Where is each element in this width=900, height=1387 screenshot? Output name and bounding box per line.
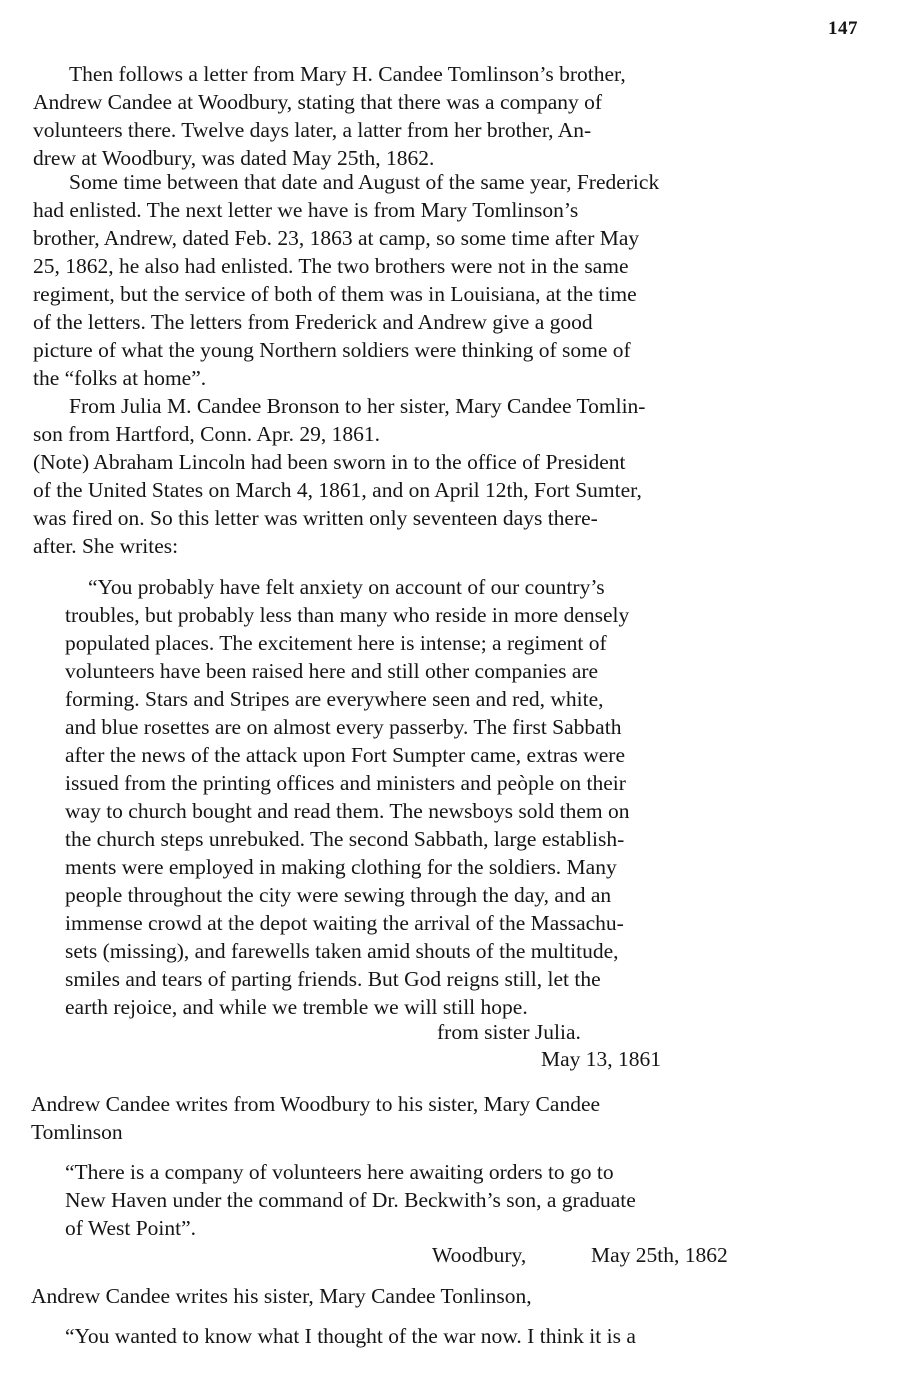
text-line: of the United States on March 4, 1861, and on April 12th, Fort Sumter, bbox=[33, 478, 642, 502]
text-line: Tomlinson bbox=[31, 1120, 123, 1144]
text-line: was fired on. So this letter was written only seventeen days there- bbox=[33, 506, 598, 530]
text-line: picture of what the young Northern soldiers were thinking of some of bbox=[33, 338, 631, 362]
quote-place: Woodbury, bbox=[432, 1243, 527, 1267]
text-line: son from Hartford, Conn. Apr. 29, 1861. bbox=[33, 422, 380, 446]
text-line: of West Point”. bbox=[65, 1216, 197, 1240]
text-line: (Note) Abraham Lincoln had been sworn in to the office of President bbox=[33, 450, 626, 474]
text-line: had enlisted. The next letter we have is from Mary Tomlinson’s bbox=[33, 198, 579, 222]
text-line: people throughout the city were sewing through the day, and an bbox=[65, 883, 612, 907]
text-line: the church steps unrebuked. The second Sabbath, large establish- bbox=[65, 827, 625, 851]
paragraph-letter-intro bbox=[33, 60, 626, 172]
paragraph-andrew-woodbury bbox=[31, 1090, 600, 1146]
paragraph-note bbox=[33, 448, 642, 560]
text-line: after. She writes: bbox=[33, 534, 179, 558]
text-line: immense crowd at the depot waiting the arrival of the Massachu- bbox=[65, 911, 624, 935]
text-line: regiment, but the service of both of them was in Louisiana, at the time bbox=[33, 282, 637, 306]
text-line: Then follows a letter from Mary H. Candee Tomlinson’s brother, bbox=[69, 62, 626, 86]
text-line: volunteers have been raised here and still other companies are bbox=[65, 659, 599, 683]
text-line: Andrew Candee at Woodbury, stating that there was a company of bbox=[33, 90, 603, 114]
paragraph-andrew-writes bbox=[31, 1282, 532, 1310]
text-line: Andrew Candee writes from Woodbury to his sister, Mary Candee bbox=[31, 1092, 601, 1116]
text-line: Some time between that date and August of the same year, Frederick bbox=[69, 170, 660, 194]
paragraph-enlistment bbox=[33, 168, 659, 392]
text-line: Andrew Candee writes his sister, Mary Candee Tonlinson, bbox=[31, 1284, 532, 1308]
text-line: troubles, but probably less than many who reside in more densely bbox=[65, 603, 630, 627]
paragraph-julia-letter-heading bbox=[33, 392, 645, 448]
text-line: smiles and tears of parting friends. But God reigns still, let the bbox=[65, 967, 601, 991]
page-number: 147 bbox=[828, 18, 858, 39]
text-line: 25, 1862, he also had enlisted. The two brothers were not in the same bbox=[33, 254, 629, 278]
text-line: From Julia M. Candee Bronson to her sister, Mary Candee Tomlin- bbox=[69, 394, 646, 418]
quote-andrew-war bbox=[65, 1322, 636, 1350]
text-line: after the news of the attack upon Fort Sumpter came, extras were bbox=[65, 743, 625, 767]
text-line: sets (missing), and farewells taken amid shouts of the multitude, bbox=[65, 939, 619, 963]
text-line: way to church bought and read them. The newsboys sold them on bbox=[65, 799, 630, 823]
text-line: forming. Stars and Stripes are everywhere seen and red, white, bbox=[65, 687, 604, 711]
text-line: of the letters. The letters from Frederick and Andrew give a good bbox=[33, 310, 593, 334]
quote-andrew-letter bbox=[65, 1158, 636, 1242]
text-line: New Haven under the command of Dr. Beckwith’s son, a graduate bbox=[65, 1188, 636, 1212]
text-line: issued from the printing offices and ministers and peòple on their bbox=[65, 771, 626, 795]
quote-date: May 25th, 1862 bbox=[591, 1243, 728, 1267]
text-line: “You wanted to know what I thought of the war now. I think it is a bbox=[65, 1324, 636, 1348]
text-line: earth rejoice, and while we tremble we will still hope. bbox=[65, 995, 528, 1019]
text-line: populated places. The excitement here is intense; a regiment of bbox=[65, 631, 607, 655]
quote-julia-letter bbox=[65, 573, 629, 1021]
text-line: the “folks at home”. bbox=[33, 366, 207, 390]
text-line: “You probably have felt anxiety on account of our country’s bbox=[88, 575, 605, 599]
text-line: volunteers there. Twelve days later, a latter from her brother, An- bbox=[33, 118, 592, 142]
quote-signature: from sister Julia. bbox=[437, 1020, 581, 1044]
text-line: “There is a company of volunteers here awaiting orders to go to bbox=[65, 1160, 614, 1184]
quote-date: May 13, 1861 bbox=[541, 1047, 662, 1071]
text-line: drew at Woodbury, was dated May 25th, 1862. bbox=[33, 146, 435, 170]
text-line: ments were employed in making clothing for the soldiers. Many bbox=[65, 855, 617, 879]
text-line: and blue rosettes are on almost every passerby. The first Sabbath bbox=[65, 715, 622, 739]
text-line: brother, Andrew, dated Feb. 23, 1863 at camp, so some time after May bbox=[33, 226, 640, 250]
